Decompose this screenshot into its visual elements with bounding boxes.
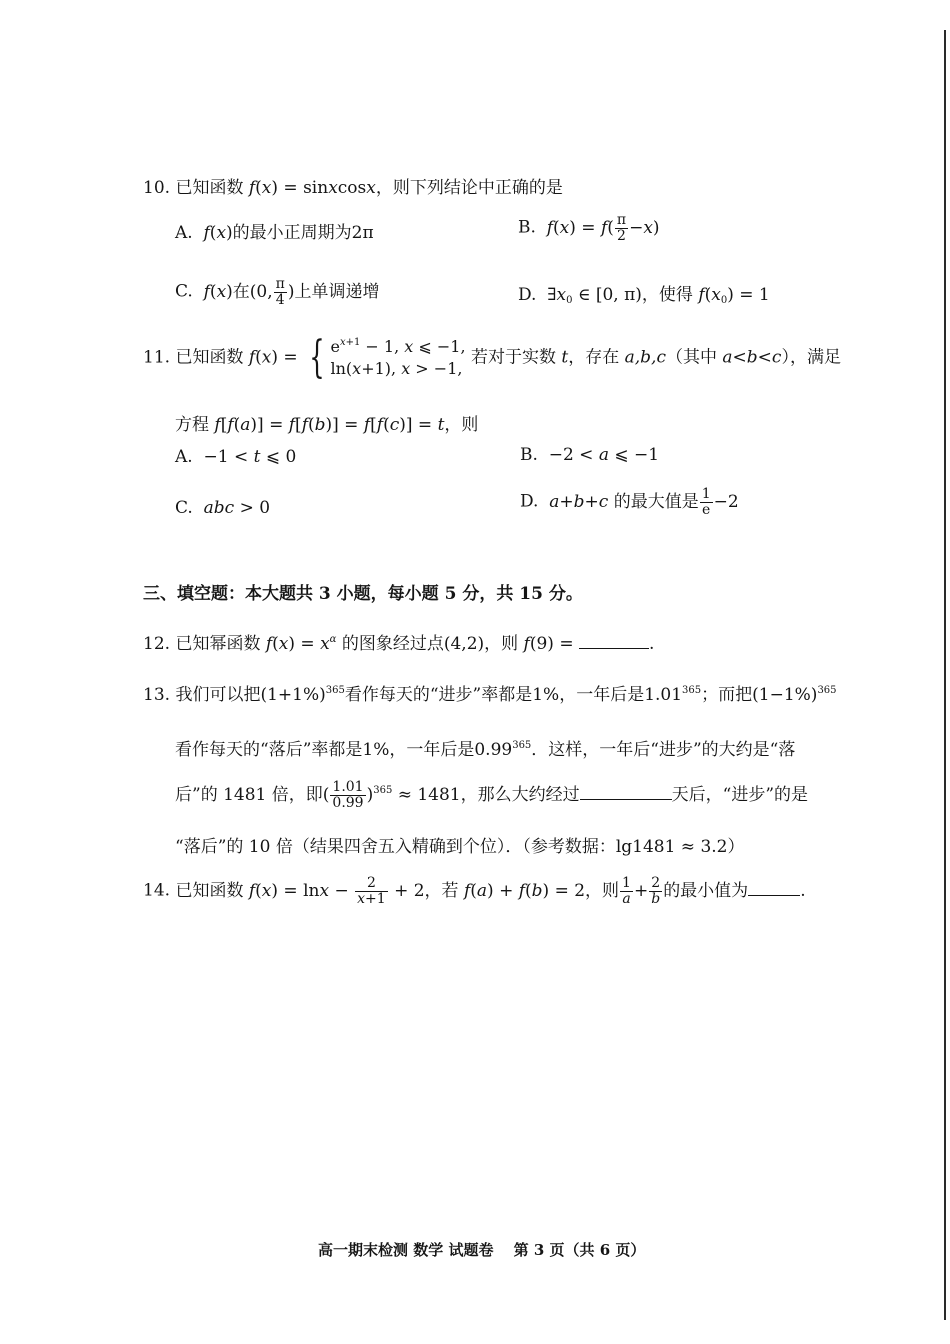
page-edge-line <box>944 30 946 1320</box>
q11-option-d-label: D. <box>520 491 539 512</box>
q10-option-a-label: A. <box>175 223 193 243</box>
q11-option-b: B. −2 < a ⩽ −1 <box>520 445 660 465</box>
q11-stem-line2: 方程 f[f(a)] = f[f(b)] = f[f(c)] = t，则 <box>175 415 479 435</box>
q11-option-b-label: B. <box>520 445 538 465</box>
q11-number: 11. <box>143 347 171 368</box>
section-3-heading: 三、填空题：本大题共 3 小题，每小题 5 分，共 15 分。 <box>143 584 583 604</box>
q10-stem: 10. 已知函数 f(x) = sinxcosx，则下列结论中正确的是 <box>143 178 563 198</box>
q11-case-1: $e^{x+1} - 1$, x ⩽ −1, <box>330 337 466 357</box>
q10-option-d: D. $\exists x_0$ ∈ [0, π)，使得 $f(x_0) = 1$ <box>518 285 770 306</box>
q13-line-3: 后”的 1481 倍，即( $\frac{1.01}{0.99}$ )$^{365}$ ≈ 1481，那么大约经过 天后，“进步”的是 <box>175 779 809 811</box>
q11-option-a-label: A. <box>175 447 193 467</box>
q13-number: 13. <box>143 685 171 705</box>
q11-option-a: A. −1 < t ⩽ 0 <box>175 447 297 467</box>
q10-number: 10. <box>143 178 171 198</box>
q14: 14. 已知函数 f(x) = lnx − $\frac{2}{x+1}$ + 2，若 f(a) + f(b) = 2，则 $\frac{1}{a}$ + $\frac{2}{b}$ 的最小值为 . <box>143 875 806 907</box>
q11-option-c-label: C. <box>175 498 193 518</box>
q10-option-c: C. f(x)在(0, $\frac{\pi}{4}$ )上单调递增 <box>175 276 380 308</box>
q13-line-1: 13. 我们可以把$(1+1\%)^{365}$看作每天的“进步”率都是1%，一年后是1.01$^{365}$；而把$(1-1\%)^{365}$ <box>143 685 837 705</box>
q11-stem: 11. 已知函数 f(x) = { $e^{x+1} - 1$, x ⩽ −1, ln(x+1), x > −1, 若对于实数 t，存在 a,b,c（其中 a<b<c），满足 <box>143 332 841 383</box>
q10-option-d-label: D. <box>518 285 537 305</box>
q11-option-c: C. abc > 0 <box>175 498 271 518</box>
q10-option-a: A. f(x)的最小正周期为2π <box>175 223 374 243</box>
q11-case-2: ln(x+1), x > −1, <box>330 359 463 378</box>
q10-option-b: B. f(x) = f( $\frac{\pi}{2}$ −x) <box>518 212 660 244</box>
page-footer: 高一期末检测 数学 试题卷 第 3 页（共 6 页） <box>318 1241 646 1259</box>
q12: 12. 已知幂函数 $f(x) = x^\alpha$ 的图象经过点(4,2)，则 f(9) = . <box>143 634 655 654</box>
q14-number: 14. <box>143 880 171 901</box>
q10-option-c-label: C. <box>175 281 193 302</box>
q13-line-4: “落后”的 10 倍（结果四舍五入精确到个位）．（参考数据：lg1481 ≈ 3.2） <box>175 837 745 857</box>
q13-line-2: 看作每天的“落后”率都是1%，一年后是0.99$^{365}$．这样，一年后“进步”的大约是“落 <box>175 740 796 760</box>
q12-number: 12. <box>143 634 171 654</box>
q11-option-d: D. a+b+c 的最大值是 $\frac{1}{e}$ −2 <box>520 486 739 518</box>
q11-piecewise: { $e^{x+1} - 1$, x ⩽ −1, ln(x+1), x > −1, <box>309 332 466 383</box>
q10-option-b-label: B. <box>518 217 536 238</box>
